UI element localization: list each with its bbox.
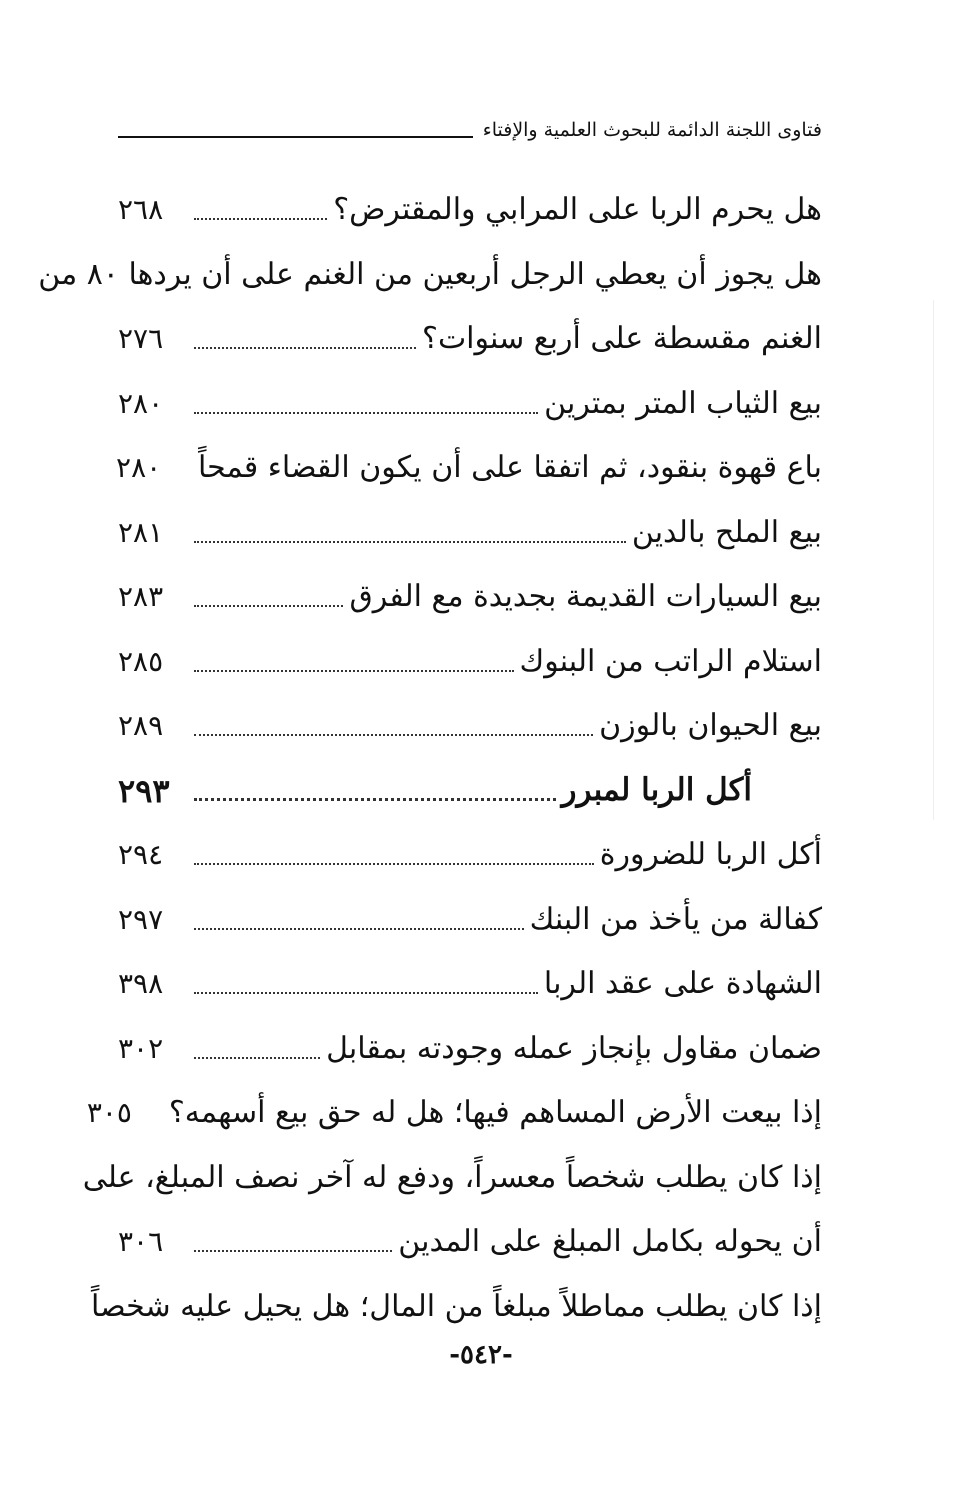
toc-entry-title: بيع الملح بالدين: [631, 514, 822, 550]
toc-entry: [118, 565, 822, 630]
toc-entry-page: ٢٩٤: [118, 838, 164, 872]
toc-entry-title: ضمان مقاول بإنجاز عمله وجودته بمقابل: [326, 1030, 822, 1066]
toc-entry-page: ٢٨٣: [118, 580, 164, 614]
toc-entry-title: كفالة من يأخذ من البنك: [529, 901, 822, 937]
toc-entry: [118, 178, 822, 243]
page-number: -٥٤٢-: [449, 1340, 513, 1370]
dot-leader: [194, 541, 626, 543]
toc-entry-page: ٢٨١: [118, 515, 164, 549]
toc-entry-title: بيع الحيوان بالوزن: [599, 708, 822, 744]
dot-leader: [194, 1057, 320, 1059]
toc-section-title: أكل الربا لمبرر: [561, 772, 752, 809]
dot-leader: [194, 863, 594, 865]
header-title: فتاوى اللجنة الدائمة للبحوث العلمية والإفتاء: [482, 119, 822, 141]
toc-entry: [118, 952, 822, 1017]
toc-entry-title: أكل الربا للضرورة: [599, 837, 822, 873]
toc-entry: [118, 307, 822, 372]
toc-entry-title: الغنم مقسطة على أربع سنوات؟: [422, 321, 822, 357]
toc-entry-page: ٣٠٢: [118, 1031, 164, 1065]
toc-entry-page: ٣٠٥: [86, 1096, 132, 1130]
toc-entry: [118, 694, 822, 759]
toc-entry: [118, 436, 822, 501]
dot-leader: [194, 347, 416, 349]
toc-entry-title: بيع السيارات القديمة بجديدة مع الفرق: [349, 579, 822, 615]
toc-entry: [118, 630, 822, 695]
toc-entry: [86, 1081, 822, 1146]
toc-entry: [118, 372, 822, 437]
toc-entry-page: ٣٠٦: [118, 1225, 164, 1259]
header-rule: [118, 136, 473, 138]
toc-entry-page: ٢٨٩: [118, 709, 164, 743]
dot-leader: [194, 218, 327, 220]
toc-entry-page: ٣٩٨: [118, 967, 164, 1001]
toc-entry: [118, 888, 822, 953]
toc-entry-page: ٢٨٠: [118, 386, 164, 420]
dot-leader: [194, 798, 556, 801]
scan-margin-line: [933, 300, 934, 820]
dot-leader: [194, 605, 343, 607]
toc-entry: [118, 501, 822, 566]
toc-entry-title: باع قهوة بنقود، ثم اتفقا على أن يكون القضاء قمحاً: [198, 450, 822, 486]
toc-entry: [118, 1210, 822, 1275]
dot-leader: [194, 928, 524, 930]
dot-leader: [194, 1250, 392, 1252]
toc-entry: [38, 243, 822, 308]
toc-section-page: ٢٩٣: [118, 771, 170, 810]
dot-leader: [194, 670, 514, 672]
toc-entry-title: أن يحوله بكامل المبلغ على المدين: [398, 1224, 822, 1260]
toc-entry-title: الشهادة على عقد الربا: [543, 966, 822, 1002]
toc-entry-title: استلام الراتب من البنوك: [519, 643, 822, 679]
dot-leader: [194, 992, 538, 994]
toc-entry-title: بيع الثياب المتر بمترين: [544, 385, 822, 421]
toc-entry: [82, 1146, 822, 1211]
toc-entry-page: ٢٧٦: [118, 322, 164, 356]
toc-entry-title: إذا كان يطلب مماطلاً مبلغاً من المال؛ هل يحيل عليه شخصاً: [90, 1288, 822, 1324]
toc-entry-title: إذا كان يطلب شخصاً معسراً، ودفع له آخر نصف المبلغ، على: [82, 1159, 822, 1195]
toc-entry-title: هل يحرم الربا على المرابي والمقترض؟: [333, 192, 822, 228]
toc-entry-page: ٢٦٨: [118, 193, 164, 227]
toc-entry: [90, 1275, 822, 1340]
toc-entry-title: هل يجوز أن يعطي الرجل أربعين من الغنم على أن يردها ٨٠ من: [38, 256, 822, 292]
running-header: [118, 110, 822, 144]
toc-entry-title: إذا بيعت الأرض المساهم فيها؛ هل له حق بيع أسهمه؟: [168, 1095, 822, 1131]
toc-entry-page: ٢٨٠: [116, 451, 162, 485]
toc-entry-page: ٢٨٥: [118, 644, 164, 678]
toc-section-heading: [118, 759, 822, 824]
table-of-contents: [38, 178, 822, 1339]
dot-leader: [194, 412, 538, 414]
toc-entry-page: ٢٩٧: [118, 902, 164, 936]
dot-leader: [194, 734, 593, 736]
toc-entry: [118, 823, 822, 888]
toc-entry: [118, 1017, 822, 1082]
